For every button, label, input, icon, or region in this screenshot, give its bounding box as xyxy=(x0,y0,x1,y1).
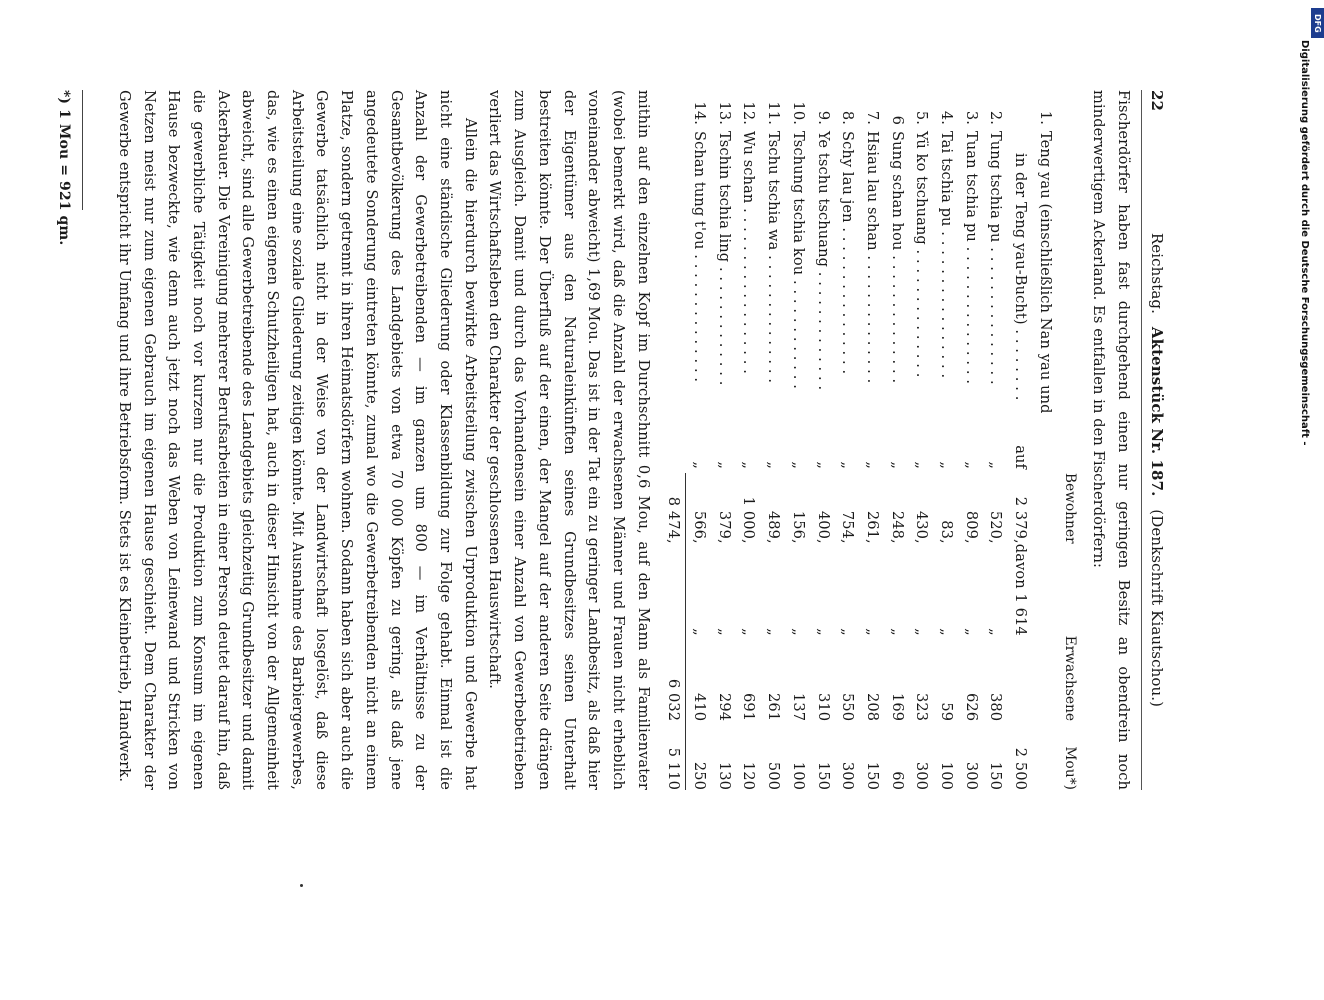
row-number: 9. xyxy=(814,110,832,125)
col-inhabitants: Bewohner xyxy=(1061,473,1078,544)
inhabitants-value: 379, xyxy=(715,510,733,544)
paragraph-3: Allein die hierdurch bewirkte Arbeitsteilung zwischen Urproduktion und Gewerbe hat nicht eine ständische Gliederung oder Klassenbildung zur Folge gehabt. Einmal ist die Anzahl der Gewerbetreibenden — im ganzen um 800 — im Verhältnisse zu der Gesamtbevölkerung des Landgebiets von etwa 70 000 Köpfen zu gering, als daß jene angedeutete Sonderung eintreten könnte, zumal wo die Gewerbetreibenden nicht an einem Platze, sondern getrennt in ihren Heimatsdörfern wohnen. Sodann haben sich aber auch die Gewerbe tatsächlich nicht in der Weise von der Landwirtschaft losgelöst, daß diese Arbeitsteilung eine soziale Gliederung zeitigen könnte. Mit Ausnahme des Barbiergewerbes, das, wie es einen eigenen Schutzheiligen hat, auch in dieser Hinsicht von der Allgemeinheit abweicht, sind alle Gewerbetreibende des Landgebiets gleichzeitig Grundbesitzer und damit Ackerbauer. Die Vereinigung mehrerer Berufsarbeiten in einer Person deutet darauf hin, daß die gewerbliche Tätigkeit noch vor kurzem nur die Produktion zum Konsum im eigenen Hause bezweckte, wie denn auch jetzt noch das Weben von Leinewand und Stricken von Netzen meist nur zum eigenen Gebrauch im eigenen Hause geschieht. Dem Charakter der Gewerbe entspricht ihr Umfang und ihre Betriebsform. Stets ist es Kleinbetrieb, Handwerk. xyxy=(115,90,479,790)
mou-value: 300 xyxy=(913,761,931,790)
row-number: 5. xyxy=(913,110,931,125)
table-header-row xyxy=(1057,90,1082,790)
inhabitants-value: 248, xyxy=(888,510,906,544)
row-number: 14. xyxy=(690,101,708,125)
davon-adults: davon 1 614 xyxy=(1012,543,1030,636)
rotated-page xyxy=(56,90,1170,790)
adults-value: 208 xyxy=(863,692,881,722)
table-row xyxy=(785,90,810,790)
table-row xyxy=(933,90,958,790)
inhabitants-value: 1 000, xyxy=(740,496,758,544)
adults-value: 169 xyxy=(888,692,906,722)
row-number: 2. xyxy=(987,110,1005,125)
scan-speck xyxy=(300,884,303,887)
ditto-mark: „ xyxy=(690,461,708,470)
row-number: 4. xyxy=(938,110,956,125)
inhabitants-value: 400, xyxy=(814,510,832,544)
adults-value: 323 xyxy=(913,692,931,722)
mou-value: 250 xyxy=(691,761,709,790)
table-row xyxy=(835,90,860,790)
village-name-cont: in der Teng yau-Bucht) . . . . . . . . xyxy=(1012,152,1030,401)
mou-value: 100 xyxy=(789,761,807,790)
village-name: Sung schan hou . . . . . . . . . . . . . . xyxy=(888,130,906,384)
table-row xyxy=(760,90,785,790)
inhabitants-value: 566, xyxy=(691,510,709,544)
digitization-credit: Digitalisierung gefördert durch die Deutsche Forschungsgemeinschaft - xyxy=(1299,40,1310,446)
adults-value: 310 xyxy=(814,692,832,722)
auf-mark: auf xyxy=(1012,445,1030,470)
paragraph-2: mithin auf den einzelnen Kopf im Durchschnitt 0,6 Mou, auf den Mann als Familienvater (wobei bemerkt wird, daß die Anzahl der erwachsenen Männer und Frauen nicht erheblich voneinander abweicht) 1,69 Mou. Das ist in der Tat ein zu geringer Landbesitz, als daß hier der Eigentümer aus den Naturaleinkünften seines Grundbesitzes seinen Unterhalt bestreiten könnte. Der Überfluß auf der einen, der Mangel auf der anderen Seite drängen zum Ausgleich. Damit und durch das Vorhandensein einer Anzahl von Gewerbebetrieben verliert das Wirtschaftsleben den Charakter der geschlossenen Hauswirtschaft. xyxy=(486,90,652,790)
row-number: 11. xyxy=(765,101,783,125)
page-number: 22 xyxy=(1147,90,1166,112)
ditto-mark: „ xyxy=(938,461,956,470)
table-row xyxy=(859,90,884,790)
mou-value: 60 xyxy=(888,771,906,790)
row-number: 1. xyxy=(1036,110,1054,125)
ditto-mark: „ xyxy=(740,461,758,470)
village-name: Schan tung t'ou . . . . . . . . . . . . . . xyxy=(690,130,708,383)
ditto-mark: „ xyxy=(987,461,1005,470)
footnote: *) 1 Mou = 921 qm. xyxy=(56,90,73,246)
table-body xyxy=(686,90,1057,790)
village-name: Yü ko tschuang . . . . . . . . . . . . . . xyxy=(913,130,931,378)
ditto-mark: „ xyxy=(863,461,881,470)
footnote-rule xyxy=(82,90,83,210)
adults-value: 59 xyxy=(938,702,956,722)
row-number: 3. xyxy=(962,110,980,125)
row-number: 12. xyxy=(740,101,758,125)
adults-value xyxy=(1007,636,1032,721)
total-inhabitants: 8 474, xyxy=(661,473,686,544)
village-name: Hsiau lau schan . . . . . . . . . . . . . . xyxy=(863,130,881,384)
col-mou: Mou*) xyxy=(1061,746,1078,790)
inhabitants-value: 156, xyxy=(789,510,807,544)
adults-value: 137 xyxy=(789,692,807,722)
mou-value: 150 xyxy=(814,761,832,790)
ditto-mark: „ xyxy=(987,628,1005,636)
header-right: (Denkschrift Kiautschou.) xyxy=(1147,509,1166,708)
total-adults: 6 032 xyxy=(661,636,686,721)
dfg-logo: DFG xyxy=(1311,8,1324,38)
table-row xyxy=(686,90,711,790)
inhabitants-value: 430, xyxy=(913,510,931,544)
village-name: Ye tschu tschuang . . . . . . . . . . . . . xyxy=(814,130,832,391)
village-name: Tai tschia pu . . . . . . . . . . . . . . . . xyxy=(938,130,956,379)
ditto-mark: „ xyxy=(740,628,758,636)
ditto-mark: „ xyxy=(814,461,832,470)
ditto-mark: „ xyxy=(789,461,807,470)
intro-paragraph: Fischerdörfer haben fast durchgehend einen nur geringen Besitz an obendrein noch minderwertigem Ackerland. Es entfallen in den Fischerdörfern: xyxy=(1090,90,1132,790)
table-row xyxy=(1007,90,1032,790)
mou-value: 130 xyxy=(715,761,733,790)
ditto-mark: „ xyxy=(962,461,980,470)
ditto-mark: „ xyxy=(839,628,857,636)
ditto-mark: „ xyxy=(691,628,709,636)
village-name: Teng yau (einschließlich Nan yau und xyxy=(1036,130,1054,414)
header-title xyxy=(1144,150,1169,790)
ditto-mark: „ xyxy=(913,461,931,470)
ditto-mark: „ xyxy=(888,461,906,470)
inhabitants-value: 2 379, xyxy=(1012,496,1030,544)
ditto-mark: „ xyxy=(913,628,931,636)
ditto-mark: „ xyxy=(765,628,783,636)
table-row xyxy=(909,90,934,790)
total-mou: 5 110 xyxy=(661,721,686,790)
adults-value: 410 xyxy=(691,692,709,722)
adults-value: 626 xyxy=(962,692,980,722)
mou-value: 500 xyxy=(765,761,783,790)
table-row xyxy=(884,90,909,790)
village-name: Wu schan . . . . . . . . . . . . . . . . . . xyxy=(740,130,758,374)
village-name: Tschung tschia kou . . . . . . . . . . . . xyxy=(789,130,807,389)
inhabitants-value: 83, xyxy=(938,520,956,544)
inhabitants-value: 261, xyxy=(863,510,881,544)
spacer xyxy=(1032,636,1057,721)
table-row xyxy=(810,90,835,790)
row-number: 10. xyxy=(789,101,807,125)
inhabitants-value: 520, xyxy=(987,510,1005,544)
table-totals-row xyxy=(661,90,686,790)
adults-value: 691 xyxy=(740,692,758,722)
mou-value: 150 xyxy=(987,761,1005,790)
table-row xyxy=(958,90,983,790)
table-row xyxy=(736,90,761,790)
ditto-mark: „ xyxy=(715,461,733,470)
table-row xyxy=(711,90,736,790)
spacer xyxy=(1032,473,1057,544)
ditto-mark: „ xyxy=(839,461,857,470)
mou-value: 2 500 xyxy=(1012,747,1030,790)
spacer xyxy=(1007,90,1032,131)
row-number: 13. xyxy=(715,101,733,125)
row-number: 7. xyxy=(863,110,881,125)
adults-value: 261 xyxy=(765,692,783,722)
ditto-mark: „ xyxy=(962,628,980,636)
village-name: Tuan tschia pu . . . . . . . . . . . . . . . xyxy=(962,130,980,385)
ditto-mark: „ xyxy=(789,628,807,636)
table-row xyxy=(1032,90,1057,790)
col-adults: Erwachsene xyxy=(1061,635,1078,722)
ditto-mark: „ xyxy=(814,628,832,636)
village-name: Schy lau jen . . . . . . . . . . . . . . . . xyxy=(839,130,857,375)
mou-value: 150 xyxy=(863,761,881,790)
spacer xyxy=(1032,721,1057,790)
fishing-villages-table xyxy=(661,90,1082,790)
mou-value: 300 xyxy=(839,761,857,790)
header-center: Aktenstück Nr. 187. xyxy=(1147,326,1166,497)
inhabitants-value: 754, xyxy=(839,510,857,544)
village-name: Tung tschia pu . . . . . . . . . . . . . . . xyxy=(987,130,1005,385)
ditto-mark: „ xyxy=(715,628,733,636)
mou-value: 300 xyxy=(962,761,980,790)
mou-value: 120 xyxy=(740,761,758,790)
spacer xyxy=(1032,544,1057,636)
header-left: Reichstag. xyxy=(1147,232,1166,314)
inhabitants-value: 489, xyxy=(765,510,783,544)
mou-value: 100 xyxy=(938,761,956,790)
ditto-mark: „ xyxy=(863,628,881,636)
ditto-mark: „ xyxy=(888,628,906,636)
adults-value: 550 xyxy=(839,692,857,722)
village-name: Tschu tschia wa . . . . . . . . . . . . . . xyxy=(765,130,783,384)
spacer xyxy=(1032,441,1057,473)
village-name: Tschin tschia ling . . . . . . . . . . . . . xyxy=(715,130,733,386)
ditto-mark: „ xyxy=(938,628,956,636)
adults-value: 294 xyxy=(715,692,733,722)
ditto-mark: „ xyxy=(765,461,783,470)
page-header xyxy=(1141,90,1170,790)
table-row xyxy=(983,90,1008,790)
adults-value: 380 xyxy=(987,692,1005,722)
inhabitants-value: 809, xyxy=(962,510,980,544)
row-number: 8. xyxy=(839,110,857,125)
row-number: 6 xyxy=(888,115,906,125)
